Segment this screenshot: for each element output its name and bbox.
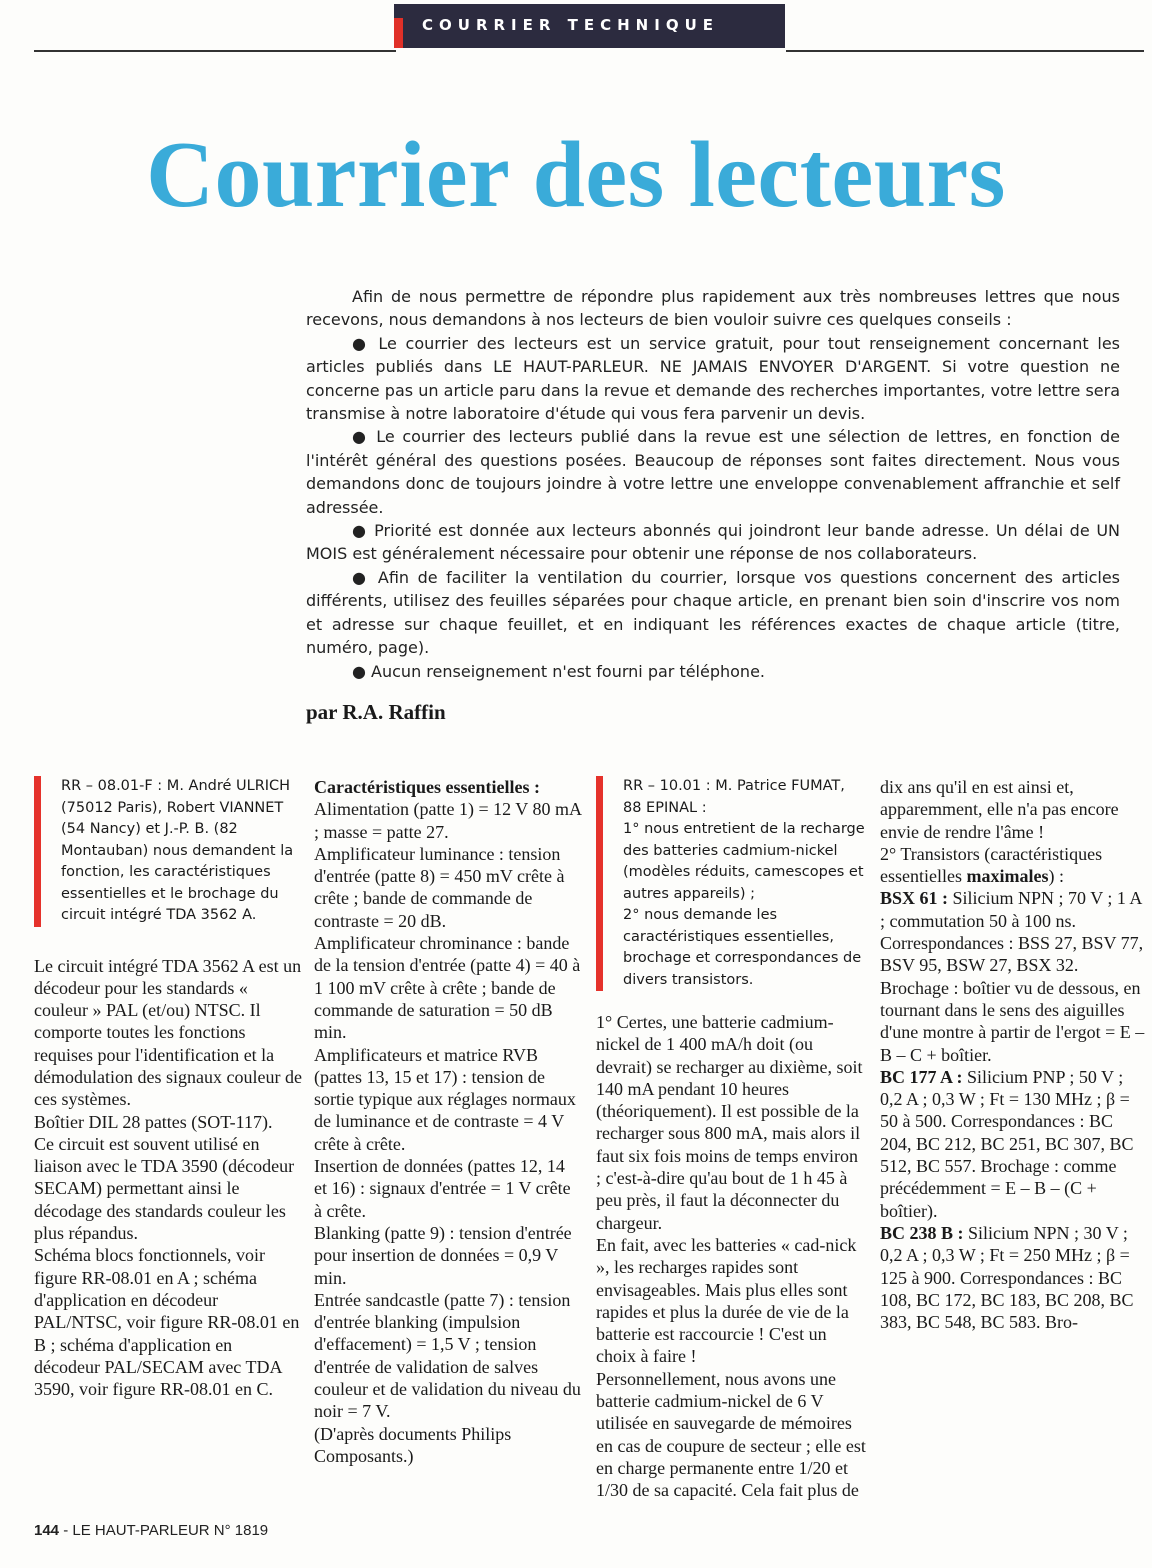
answer-continuation: dix ans qu'il en est ainsi et, apparemment, elle n'a pas encore envie de rendre l'âme ! [880,777,1119,842]
transistor-text: Silicium NPN ; 30 V ; 0,2 A ; 0,3 W ; Ft = 250 MHz ; β = 125 à 900. Correspondances : BC 108, BC 172, BC 183, BC 208, BC 383, BC 548, BC 583. Bro- [880,1222,1134,1333]
header-rule-left [34,50,396,52]
transistor-intro-end: ) : [1048,866,1064,887]
letter-question: RR – 10.01 : M. Patrice FUMAT, 88 EPINAL : 1° nous entretient de la recharge des batteries cadmium-nickel (modèles réduits, camescopes et autres appareils) ; 2° nous demande les caractéristiques essentielles, brochage et correspondances de divers transistors. [596,776,866,991]
author-byline: par R.A. Raffin [306,700,446,724]
page-footer [34,1522,268,1539]
spec-item: Amplificateur luminance : tension d'entrée (patte 8) = 450 mV crête à crête ; bande de commande de contraste = 20 dB. [314,843,565,931]
intro-paragraph: ● Afin de faciliter la ventilation du courrier, lorsque vos questions concernent des articles différents, utilisez des feuilles séparées pour chaque article, en prenant bien soin d'inscrire vos nom et adresse sur chaque feuillet, et en indiquant les références exactes de chaque article (titre, numéro, page). [306,567,1120,658]
spec-item: Amplificateurs et matrice RVB (pattes 13, 15 et 17) : tension de sortie typique aux réglages normaux de luminance et de contraste = 4 V crête à crête. [314,1044,576,1154]
spec-item: Amplificateur chrominance : bande de la tension d'entrée (patte 4) = 40 à 1 100 mV crête à crête ; bande de commande de saturation = 50 dB min. [314,933,581,1043]
banner-accent [394,18,403,48]
column-1 [34,776,302,1400]
intro-paragraph: ● Le courrier des lecteurs publié dans la revue est une sélection de lettres, en fonction de l'intérêt général des questions posées. Beaucoup de réponses sont faites directement. Nous vous demandons donc de toujours joindre à votre lettre une enveloppe convenablement affranchie et self adressée. [306,427,1120,517]
answer-paragraph: Le circuit intégré TDA 3562 A est un décodeur pour les standards « couleur » PAL (et/ou) NTSC. Il comporte toutes les fonctions requises pour l'identification et la démodulation des signaux couleur de ces systèmes. [34,955,302,1110]
page-number: 144 [34,1522,60,1539]
spec-item: Blanking (patte 9) : tension d'entrée pour insertion de données = 0,9 V min. [314,1222,572,1288]
transistor-entry [880,887,1146,1065]
spec-item: Entrée sandcastle (patte 7) : tension d'entrée blanking (impulsion d'effacement) = 1,5 V ; tension d'entrée de validation de salves couleur et de validation du niveau du noir = 7 V. [314,1289,581,1422]
column-4 [880,776,1146,1333]
spec-item: Alimentation (patte 1) = 12 V 80 mA ; masse = patte 27. [314,799,581,842]
transistor-name: BSX 61 : [880,888,949,909]
intro-paragraph: ● Le courrier des lecteurs est un service gratuit, pour tout renseignement concernant les articles publiés dans LE HAUT-PARLEUR. NE JAMAIS ENVOYER D'ARGENT. Si votre question ne concerne pas un article paru dans la revue et demande des recherches importantes, votre lettre sera transmise à notre laboratoire d'étude qui vous fera parvenir un devis. [306,333,1120,424]
answer-paragraph: 1° Certes, une batterie cadmium-nickel de 1 400 mA/h doit (ou devrait) se recharger au dixième, soit 140 mA pendant 10 heures (théoriquement). Il est possible de la recharger sous 800 mA, mais alors il faut six fois moins de temps environ ; c'est-à-dire qu'au bout de 1 h 45 à peu près, il faut la déconnecter du chargeur. [596,1012,863,1233]
transistor-entry [880,1222,1146,1333]
section-banner [394,4,785,48]
page-title: Courrier des lecteurs [146,123,1006,227]
answer-paragraph: Boîtier DIL 28 pattes (SOT-117). [34,1111,273,1132]
transistor-intro-bold: maximales [966,866,1049,887]
answer-paragraph: Schéma blocs fonctionnels, voir figure RR-08.01 en A ; schéma d'application en décodeur PAL/NTSC, voir figure RR-08.01 en B ; schéma d'application en décodeur PAL/SECAM avec TDA 3590, voir figure RR-08.01 en C. [34,1245,300,1400]
column-2 [314,776,582,1467]
intro-paragraph: Afin de nous permettre de répondre plus rapidement aux très nombreuses lettres que nous recevons, nous demandons à nos lecteurs de bien vouloir suivre ces quelques conseils : [306,287,1120,330]
spec-item: Insertion de données (pattes 12, 14 et 16) : signaux d'entrée = 1 V crête à crête. [314,1156,571,1221]
transistor-entry [880,1066,1146,1222]
transistor-text: Silicium PNP ; 50 V ; 0,2 A ; 0,3 W ; Ft = 130 MHz ; β = 50 à 500. Correspondances : BC 204, BC 212, BC 251, BC 307, BC 512, BC 557. Brochage : comme précédemment = E – B – (C + boîtier). [880,1066,1134,1221]
transistor-intro [880,843,1146,888]
answer-paragraph: Personnellement, nous avons une batterie cadmium-nickel de 6 V utilisée en sauvegarde de mémoires en cas de coupure de secteur ; elle est en charge permanente entre 1/20 et 1/30 de sa capacité. Cela fait plus de [596,1368,866,1501]
spec-source: (D'après documents Philips Composants.) [314,1423,512,1466]
transistor-name: BC 177 A : [880,1066,963,1087]
answer-paragraph: Ce circuit est souvent utilisé en liaison avec le TDA 3590 (décodeur SECAM) permettant ainsi le décodage des standards couleur les plus répandus. [34,1133,295,1244]
transistor-name: BC 238 B : [880,1222,964,1243]
letter-question: RR – 08.01-F : M. André ULRICH (75012 Paris), Robert VIANNET (54 Nancy) et J.-P. B. (82 Montauban) nous demandent la fonction, les caractéristiques essentielles et le brochage du circuit intégré TDA 3562 A. [34,776,302,927]
section-label: COURRIER TECHNIQUE [422,16,719,34]
transistor-text: Silicium NPN ; 70 V ; 1 A ; commutation 50 à 100 ns. Correspondances : BSS 27, BSV 77, BSV 95, BSW 27, BSX 32. Brochage : boîtier vu de dessous, en tournant dans le sens des aiguilles d'une montre à partir de l'ergot = E – B – C + boîtier. [880,888,1145,1065]
answer-paragraph: En fait, avec les batteries « cad-nick », les recharges rapides sont envisageables. Mais plus elles sont rapides et plus la durée de vie de la batterie est raccourcie ! C'est un choix à faire ! [596,1234,857,1367]
header-rule-right [786,50,1144,52]
publication-name: - LE HAUT-PARLEUR N° 1819 [59,1522,269,1539]
intro-paragraph: ● Priorité est donnée aux lecteurs abonnés qui joindront leur bande adresse. Un délai de UN MOIS est généralement nécessaire pour obtenir une réponse de nos collaborateurs. [306,521,1120,564]
intro-block [306,285,1120,683]
intro-paragraph: ● Aucun renseignement n'est fourni par téléphone. [352,661,765,681]
transistor-intro-text: 2° Transistors (caractéristiques essentielles [880,843,1103,887]
specs-heading: Caractéristiques essentielles : [314,777,540,797]
column-3 [596,776,866,1502]
